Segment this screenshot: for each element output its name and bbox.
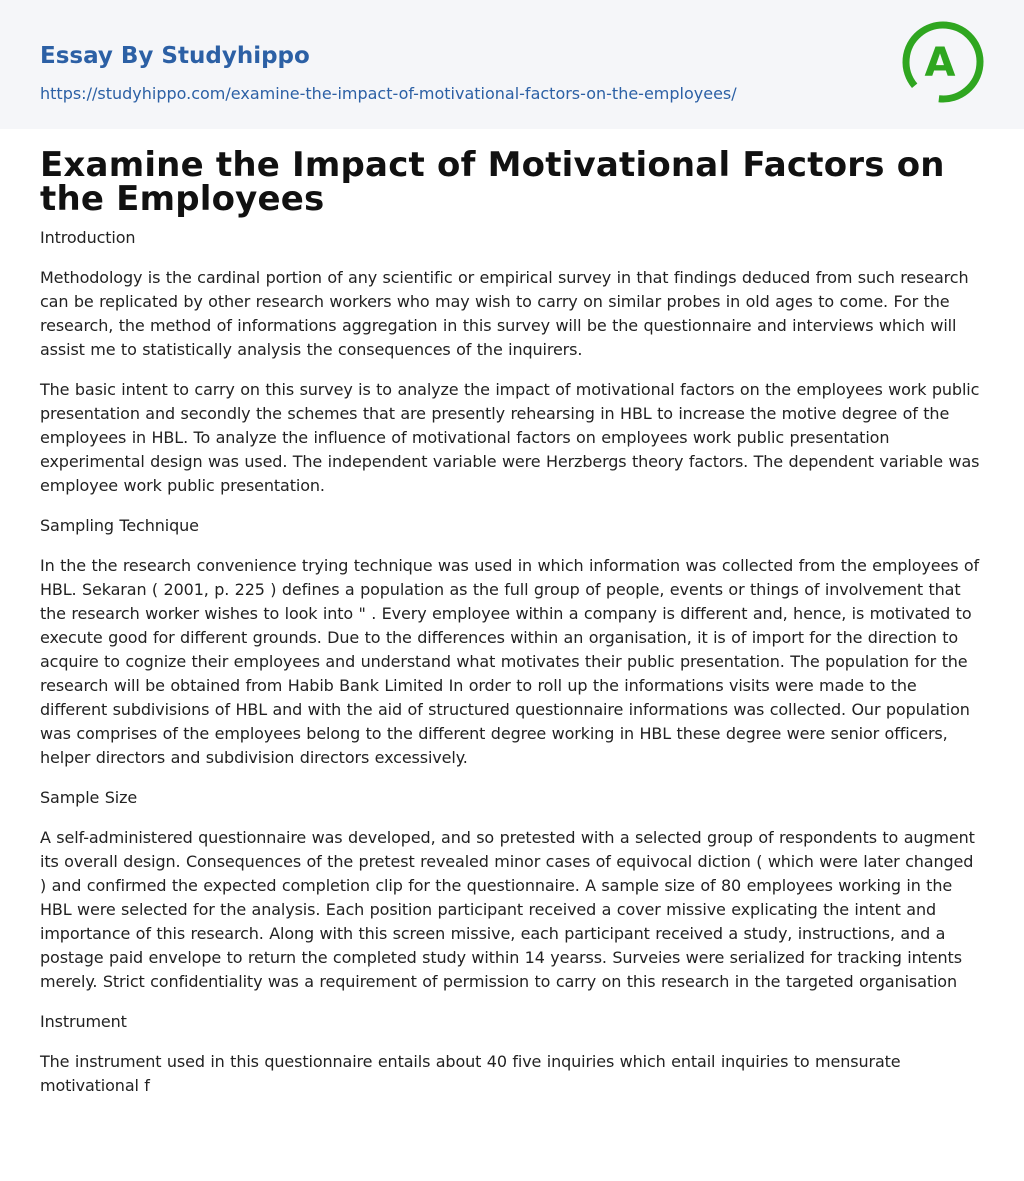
logo-icon[interactable] — [899, 18, 987, 106]
heading-sampling-technique: Sampling Technique — [40, 516, 199, 535]
heading-sample-size: Sample Size — [40, 788, 138, 807]
heading-instrument: Instrument — [40, 1012, 127, 1031]
source-url-link[interactable]: https://studyhippo.com/examine-the-impact-of-motivational-factors-on-the-employees/ — [40, 84, 737, 103]
site-brand[interactable]: Essay By Studyhippo — [40, 43, 310, 69]
paragraph-instrument: The instrument used in this questionnaire entails about 40 five inquiries which entail inquiries to mensurate motivational f — [40, 1052, 901, 1095]
paragraph-basic-intent: The basic intent to carry on this survey is to analyze the impact of motivational factors on the employees work public presentation and secondly the schemes that are presently rehearsing in HBL to increase the motive degree of the employees in HBL. To analyze the influence of motivational factors on employees work public presentation experimental design was used. The independent variable were Herzbergs theory factors. The dependent variable was employee work public presentation. — [40, 380, 980, 495]
article — [40, 145, 984, 1114]
paragraph-sampling-technique: In the the research convenience trying technique was used in which information was collected from the employees of HBL. Sekaran ( 2001, p. 225 ) defines a population as the full group of people, events or things of involvement that the research worker wishes to look into " . Every employee within a company is different and, hence, is motivated to execute good for different grounds. Due to the differences within an organisation, it is of import for the direction to acquire to cognize their employees and understand what motivates their public presentation. The population for the research will be obtained from Habib Bank Limited In order to roll up the informations visits were made to the different subdivisions of HBL and with the aid of structured questionnaire informations was collected. Our population was comprises of the employees belong to the different degree working in HBL these degree were senior officers, helper directors and subdivision directors excessively. — [40, 556, 980, 767]
heading-introduction: Introduction — [40, 228, 136, 247]
site-header — [0, 0, 1024, 129]
logo-letter: A — [924, 40, 956, 86]
page-title: Examine the Impact of Motivational Factors on the Employees — [40, 145, 945, 219]
paragraph-sample-size: A self-administered questionnaire was developed, and so pretested with a selected group of respondents to augment its overall design. Consequences of the pretest revealed minor cases of equivocal diction ( which were later changed ) and confirmed the expected completion clip for the questionnaire. A sample size of 80 employees working in the HBL were selected for the analysis. Each position participant received a cover missive explicating the intent and importance of this research. Along with this screen missive, each participant received a study, instructions, and a postage paid envelope to return the completed study within 14 yearss. Surveies were serialized for tracking intents merely. Strict confidentiality was a requirement of permission to carry on this research in the targeted organisation — [40, 828, 975, 991]
paragraph-methodology: Methodology is the cardinal portion of any scientific or empirical survey in that findings deduced from such research can be replicated by other research workers who may wish to carry on similar probes in old ages to come. For the research, the method of informations aggregation in this survey will be the questionnaire and interviews which will assist me to statistically analysis the consequences of the inquirers. — [40, 268, 969, 359]
